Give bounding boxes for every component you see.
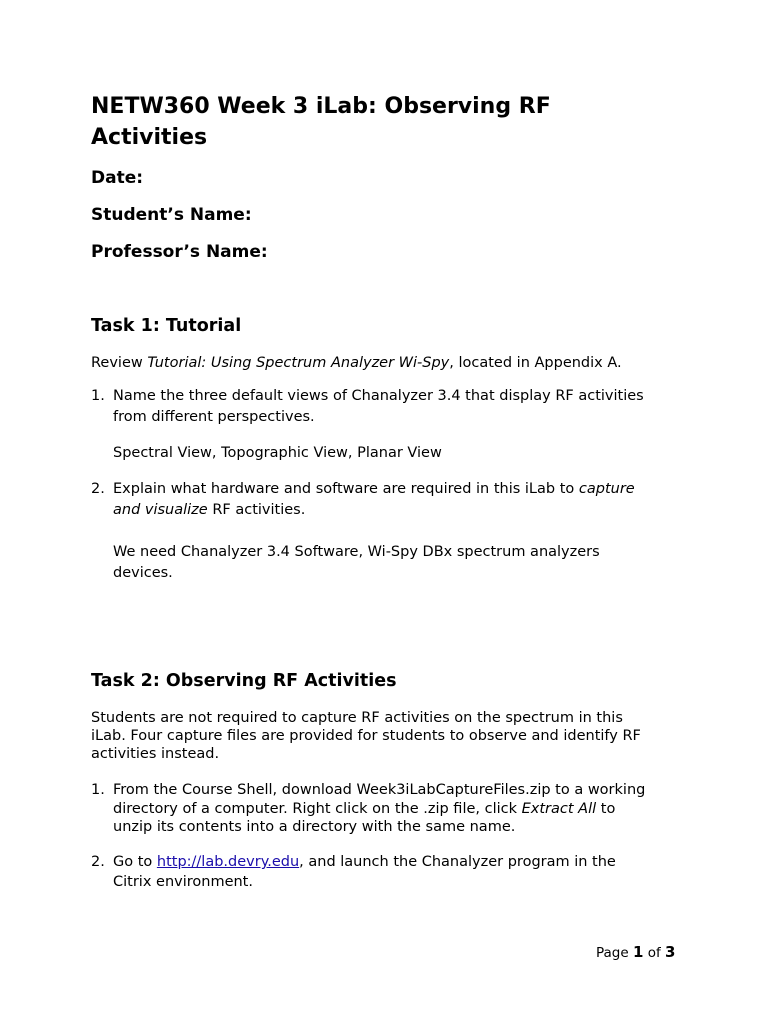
task1-heading: Task 1: Tutorial [91, 316, 242, 336]
task2-step1-line-2-prefix: directory of a computer. Right click on the .zip file, click [113, 801, 522, 817]
document-title-line-1: NETW360 Week 3 iLab: Observing RF [91, 94, 551, 119]
task2-intro-line-3: activities instead. [91, 746, 220, 762]
task2-step2-line-2: Citrix environment. [113, 874, 253, 890]
footer-total-pages: 3 [665, 943, 676, 961]
document-title-line-2: Activities [91, 125, 208, 150]
student-name-label: Student’s Name: [91, 205, 252, 225]
footer-current-page: 1 [632, 943, 644, 961]
devry-lab-link[interactable]: http://lab.devry.edu [156, 854, 300, 870]
task1-answer-2-line-2: devices. [113, 565, 173, 581]
task2-heading: Task 2: Observing RF Activities [91, 671, 397, 691]
task1-q2-line-1-prefix: Explain what hardware and software are required in this iLab to [113, 481, 579, 497]
task2-step2-number: 2. [91, 854, 105, 870]
task1-q1-number: 1. [91, 388, 105, 404]
task2-step1-line-2-suffix: to [596, 801, 616, 817]
task2-step1-line-3: unzip its contents into a directory with the same name. [113, 819, 516, 835]
date-label: Date: [91, 168, 144, 188]
task1-q2-line-2 [113, 501, 305, 520]
page-number-footer [596, 943, 675, 961]
footer-page-word: Page [596, 945, 629, 961]
task1-intro-prefix: Review [91, 355, 148, 371]
professor-name-label: Professor’s Name: [91, 242, 268, 262]
task2-intro-line-1: Students are not required to capture RF activities on the spectrum in this [91, 710, 623, 726]
task1-q2-line-2-italic: and visualize [113, 502, 208, 518]
task2-intro-line-2: iLab. Four capture files are provided for students to observe and identify RF [91, 728, 641, 744]
task2-step2-suffix: , and launch the Chanalyzer program in the [299, 854, 616, 870]
task1-intro-suffix: , located in Appendix A. [449, 355, 622, 371]
task1-intro [91, 354, 622, 373]
task1-intro-italic: Tutorial: Using Spectrum Analyzer Wi-Spy [147, 355, 450, 371]
footer-of-word: of [647, 945, 661, 961]
task1-answer-1: Spectral View, Topographic View, Planar View [113, 445, 442, 461]
task2-step1-line-2-italic: Extract All [521, 801, 597, 817]
task1-answer-2-line-1: We need Chanalyzer 3.4 Software, Wi-Spy DBx spectrum analyzers [113, 544, 600, 560]
task2-step1-number: 1. [91, 782, 105, 798]
task1-q2-line-1-italic: capture [578, 481, 635, 497]
task2-step1-line-1: From the Course Shell, download Week3iLabCaptureFiles.zip to a working [113, 782, 646, 798]
task1-q2-line-2-suffix: RF activities. [207, 502, 306, 518]
task1-q1-line-1: Name the three default views of Chanalyzer 3.4 that display RF activities [113, 388, 644, 404]
task2-step2-prefix: Go to [113, 854, 157, 870]
task1-q1-line-2: from different perspectives. [113, 409, 315, 425]
task2-step1-line-2 [113, 800, 615, 819]
task2-step2-line-1 [113, 853, 616, 872]
task1-q2-line-1 [113, 480, 635, 499]
task1-q2-number: 2. [91, 481, 105, 497]
